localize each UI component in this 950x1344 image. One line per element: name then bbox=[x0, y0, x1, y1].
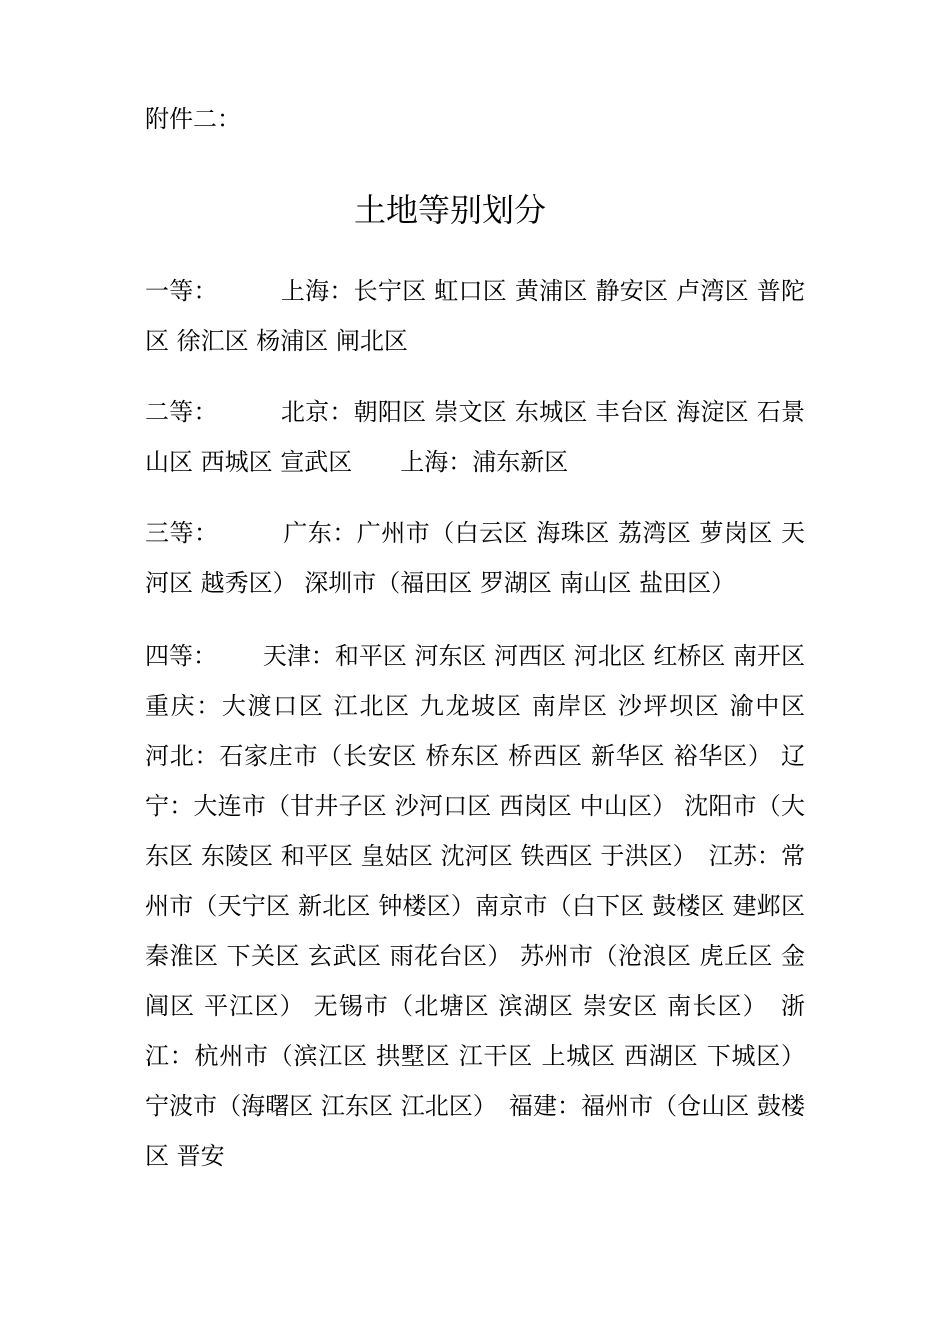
grade-3-label: 三等： bbox=[145, 519, 219, 547]
grade-4-paragraph bbox=[145, 631, 854, 1181]
grade-3-paragraph bbox=[145, 508, 805, 608]
grade-4-text: 天津：和平区 河东区 河西区 河北区 红桥区 南开区 重庆：大渡口区 江北区 九龙坡区 南岸区 沙坪坝区 渝中区 河北：石家庄市（长安区 桥东区 桥西区 新华区 裕华区） 辽宁：大连市（甘井子区 沙河口区 西岗区 中山区） 沈阳市（大东区 东陵区 和平区 皇姑区 沈河区 铁西区 于洪区） 江苏：常州市（天宁区 新北区 钟楼区）南京市（白下区 鼓楼区 建邺区 秦淮区 下关区 玄武区 雨花台区） 苏州市（沧浪区 虎丘区 金阊区 平江区） 无锡市（北塘区 滨湖区 崇安区 南长区） 浙江：杭州市（滨江区 拱墅区 江干区 上城区 西湖区 下城区） 宁波市（海曙区 江东区 江北区） 福建：福州市（仓山区 鼓楼区 晋安 bbox=[145, 642, 854, 1170]
attachment-label: 附件二： bbox=[145, 105, 241, 133]
grade-1-text: 上海：长宁区 虹口区 黄浦区 静安区 卢湾区 普陀区 徐汇区 杨浦区 闸北区 bbox=[145, 277, 805, 355]
grade-1-paragraph bbox=[145, 266, 805, 366]
grade-2-label: 二等： bbox=[145, 398, 218, 426]
grade-2-text: 北京：朝阳区 崇文区 东城区 丰台区 海淀区 石景山区 西城区 宣武区 上海：浦东新区 bbox=[145, 398, 805, 476]
grade-2-paragraph bbox=[145, 387, 805, 487]
grade-4-label: 四等： bbox=[145, 642, 218, 670]
grade-3-text: 广东：广州市（白云区 海珠区 荔湾区 萝岗区 天河区 越秀区） 深圳市（福田区 罗湖区 南山区 盐田区） bbox=[145, 519, 806, 597]
document-title: 土地等别划分 bbox=[353, 191, 546, 229]
grade-1-label: 一等： bbox=[145, 277, 218, 305]
